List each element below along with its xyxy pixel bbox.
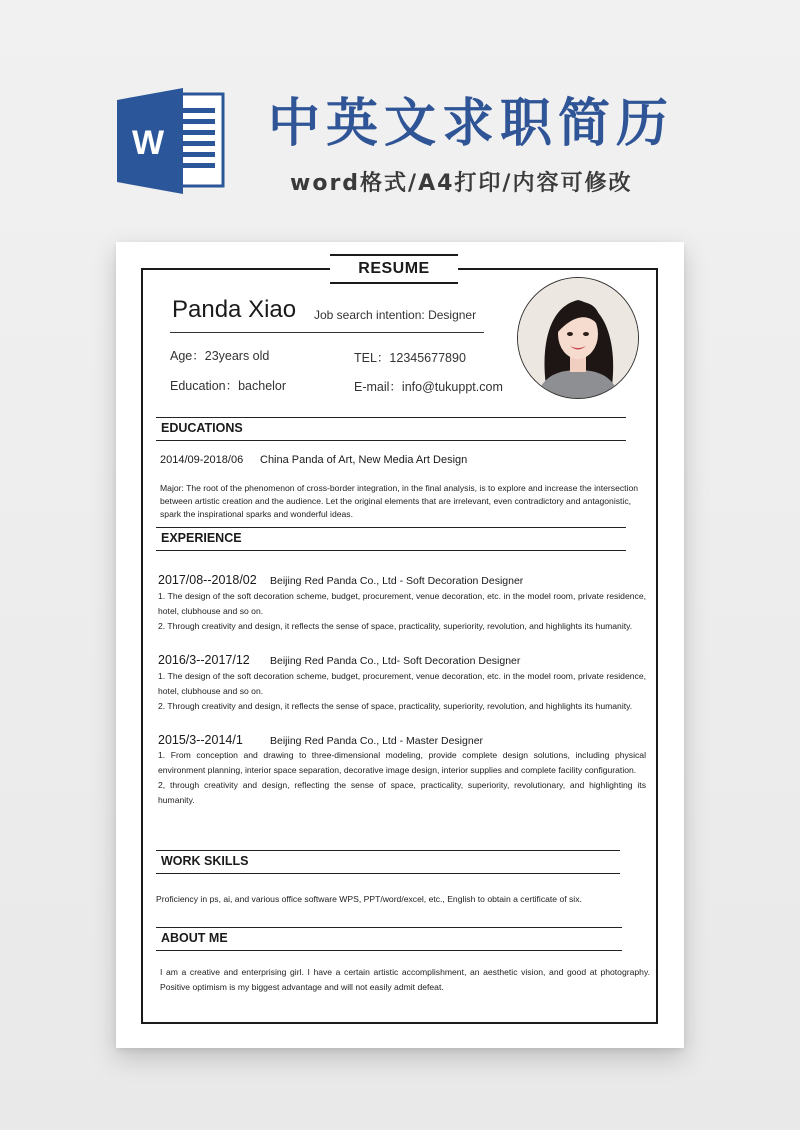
job-duty: 1. From conception and drawing to three-dimensional modeling, provide complete design solutions, including physical environment planning, interior space separation, decorative image design, interior supplies and complete facility configuration. xyxy=(158,750,646,775)
resume-tag: RESUME xyxy=(330,254,458,284)
education-field: Education：bachelor xyxy=(170,379,287,393)
banner-subtitle: word格式/A4打印/内容可修改 xyxy=(290,171,633,196)
education-major: Major: The root of the phenomenon of cross-border integration, in the final analysis, is to explore and increase the intersection between artistic creation and the audience. Let the original elements that are irrelevant, even contradictory and antagonistic, spark the inspirational sparks and wonderful ideas. xyxy=(160,483,639,519)
job-description xyxy=(158,669,646,714)
svg-text:W: W xyxy=(131,124,165,162)
email-field: E-mail：info@tukuppt.com xyxy=(354,380,503,394)
job-company: Beijing Red Panda Co., Ltd - Master Designer xyxy=(270,735,484,747)
job-company: Beijing Red Panda Co., Ltd - Soft Decoration Designer xyxy=(270,575,524,587)
section-educations-title: EDUCATIONS xyxy=(161,421,243,435)
section-about-me-title: ABOUT ME xyxy=(161,931,228,945)
resume-paper xyxy=(116,242,684,1048)
name-divider xyxy=(170,332,484,333)
job-duty: 1. The design of the soft decoration scheme, budget, procurement, venue decoration, etc. in the model room, private residence, hotel, clubhouse and so on. xyxy=(158,591,646,616)
section-about-me xyxy=(156,927,622,951)
section-work-skills xyxy=(156,850,620,874)
job-description xyxy=(158,589,646,634)
candidate-name: Panda Xiao xyxy=(172,296,297,323)
profile-photo xyxy=(517,277,639,399)
tel-field: TEL：12345677890 xyxy=(354,351,466,365)
job-duty: 1. The design of the soft decoration scheme, budget, procurement, venue decoration, etc. in the model room, private residence, hotel, clubhouse and so on. xyxy=(158,671,646,696)
job-duty: 2, through creativity and design, reflecting the sense of space, practicality, superiority, revolutionary, and highlighting its humanity. xyxy=(158,780,646,805)
job-period: 2016/3--2017/12 xyxy=(158,653,250,667)
job-period: 2015/3--2014/1 xyxy=(158,733,243,747)
skills-text: Proficiency in ps, ai, and various office software WPS, PPT/word/excel, etc., English to obtain a certificate of six. xyxy=(156,894,582,904)
about-text: I am a creative and enterprising girl. I have a certain artistic accomplishment, an aesthetic vision, and good at photography. Positive optimism is my biggest advantage and will not easily admit defeat. xyxy=(160,967,650,992)
job-period: 2017/08--2018/02 xyxy=(158,573,257,587)
education-entry xyxy=(160,454,468,466)
banner-title: 中英文求职简历 xyxy=(268,94,675,154)
section-educations xyxy=(156,417,626,441)
job-description xyxy=(158,748,646,808)
section-experience-title: EXPERIENCE xyxy=(161,531,242,545)
education-period: 2014/09-2018/06 xyxy=(160,454,244,466)
age-field: Age：23years old xyxy=(170,349,270,363)
job-duty: 2. Through creativity and design, it reflects the sense of space, practicality, superiority, revolution, and highlights its humanity. xyxy=(158,701,633,711)
section-work-skills-title: WORK SKILLS xyxy=(161,854,249,868)
education-school: China Panda of Art, New Media Art Design xyxy=(260,454,468,466)
job-company: Beijing Red Panda Co., Ltd- Soft Decoration Designer xyxy=(270,655,521,667)
job-intention: Job search intention: Designer xyxy=(314,308,477,322)
section-experience xyxy=(156,527,626,551)
word-icon xyxy=(117,86,227,196)
job-duty: 2. Through creativity and design, it reflects the sense of space, practicality, superiority, revolution, and highlights its humanity. xyxy=(158,621,633,631)
